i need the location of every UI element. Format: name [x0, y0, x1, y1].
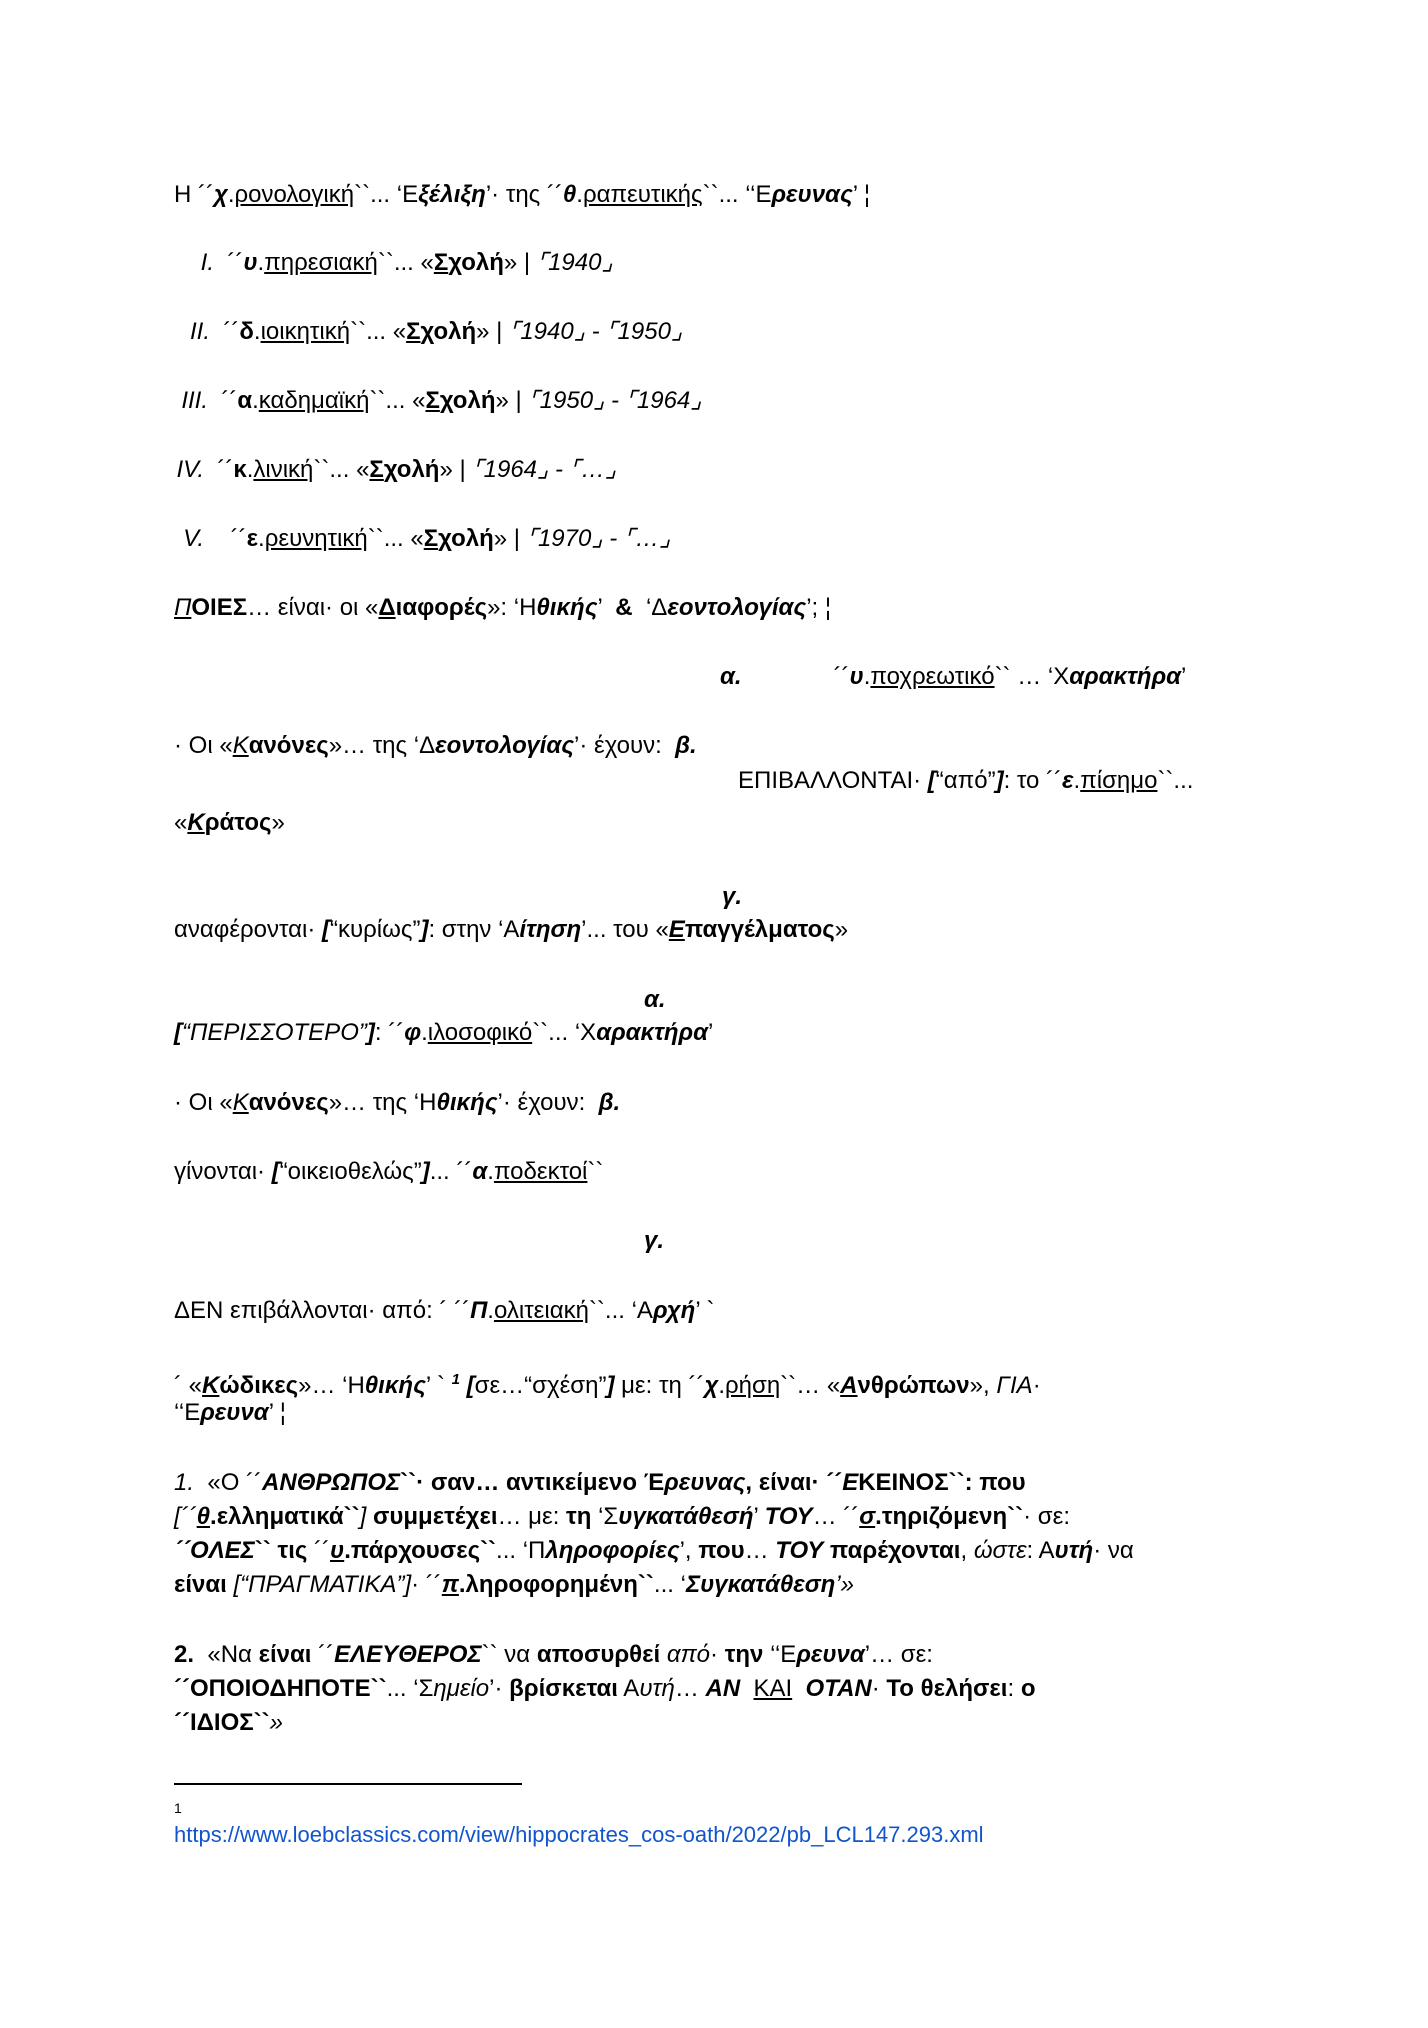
footnote-separator	[174, 1783, 522, 1785]
deontology-state: «Κράτος»	[174, 809, 285, 836]
ethics-item-c: ΔΕΝ επιβάλλονται· από: ´ ´´Π.ολιτειακή``... ‘Αρχή’ `	[174, 1297, 715, 1324]
point1-line4: είναι [“ΠΡΑΓΜΑΤΙΚΑ”]· ´´π.ληροφορημένη``... ‘Συγκατάθεση’»	[174, 1571, 855, 1598]
ethics-rules-line: · Οι «Κανόνες»… της ‘Ηθικής’· έχουν: β.	[174, 1089, 621, 1116]
codes-paragraph-line2: ‘‘Ερευνα’ ¦	[174, 1399, 287, 1426]
footnote-number: 1	[174, 1800, 182, 1816]
school-item: II. ´´δ.ιοικητική``... «Σχολή» | ⌜1940⌟ - ⌜1950⌟	[189, 318, 683, 345]
deontology-item-c-label: γ.	[722, 883, 743, 910]
school-item: IV. ´´κ.λινική``... «Σχολή» | ⌜1964⌟ - ⌜…⌟	[176, 456, 617, 483]
footnote-link[interactable]: https://www.loebclassics.com/view/hippocrates_cos-oath/2022/pb_LCL147.293.xml	[174, 1822, 984, 1847]
deontology-item-b: ΕΠΙΒΑΛΛΟΝΤΑΙ· [“από”]: το ´´ε.πίσημο``...	[738, 767, 1194, 794]
point1-line2: [´´θ.ελληματικά``] συμμετέχει… με: τη ‘Συγκατάθεσή’ ΤΟΥ… ´´σ.τηριζόμενη``· σε:	[174, 1503, 1070, 1530]
ethics-item-b: γίνονται· [“οικειοθελώς”]... ´´α.ποδεκτοί``	[174, 1158, 604, 1185]
deontology-item-c: αναφέρονται· [“κυρίως”]: στην ‘Αίτηση’... του «Επαγγέλματος»	[174, 916, 849, 943]
footnote-reference[interactable]: 1	[451, 1371, 460, 1388]
ethics-item-a: [“ΠΕΡΙΣΣΟΤΕΡΟ”]: ´´φ.ιλοσοφικό``... ‘Χαρακτήρα’	[174, 1019, 714, 1046]
document-title: Η ´´χ.ρονολογική``... ‘Εξέλιξη’· της ´´θ.ραπευτικής``... ‘‘Ερευνας’ ¦	[174, 181, 871, 208]
deontology-rules-line: · Οι «Κανόνες»… της ‘Δεοντολογίας’· έχουν: β.	[174, 732, 697, 759]
ethics-item-c-label: γ.	[644, 1227, 665, 1254]
school-item: III. ´´α.καδημαϊκή``... «Σχολή» | ⌜1950⌟ - ⌜1964⌟	[181, 387, 702, 414]
ethics-item-a-label: α.	[644, 986, 666, 1013]
point2-line1: 2. «Να είναι ´´ΕΛΕΥΘΕΡΟΣ`` να αποσυρθεί από· την ‘‘Ερευνα’… σε:	[174, 1641, 933, 1668]
point1-line3: ´´ΟΛΕΣ`` τις ´´υ.πάρχουσες``... ‘Πληροφορίες’, που… ΤΟΥ παρέχονται, ώστε: Αυτή· να	[174, 1537, 1134, 1564]
codes-paragraph-line1: ´ «Κώδικες»… ‘Ηθικής’ ` $^1$ [σε…“σχέση”] με: τη ´´χ.ρήση``… «Ανθρώπων», ΓΙΑ·	[174, 1371, 1041, 1399]
point2-line3: ´´ΙΔΙΟΣ``»	[174, 1709, 283, 1736]
school-item: V. ´´ε.ρευνητική``... «Σχολή» | ⌜1970⌟ - ⌜…⌟	[183, 525, 671, 552]
school-item: I. ´´υ.πηρεσιακή``... «Σχολή» | ⌜1940⌟	[200, 249, 613, 276]
point1-line1: 1. «Ο ´´ΑΝΘΡΩΠΟΣ``· σαν… αντικείμενο Έρευνας, είναι· ´´ΕΚΕΙΝΟΣ``: που	[174, 1469, 1026, 1496]
question-heading: ΠΟΙΕΣ… είναι· οι «Διαφορές»: ‘Ηθικής’ & ‘Δεοντολογίας’; ¦	[174, 594, 832, 621]
point2-line2: ´´ΟΠΟΙΟΔΗΠΟΤΕ``... ‘Σημείο’· βρίσκεται Αυτή… ΑΝ ΚΑΙ ΟΤΑΝ· Το θελήσει: ο	[174, 1675, 1036, 1702]
deontology-item-a: α. ´´υ.ποχρεωτικό`` … ‘Χαρακτήρα’	[720, 663, 1187, 690]
